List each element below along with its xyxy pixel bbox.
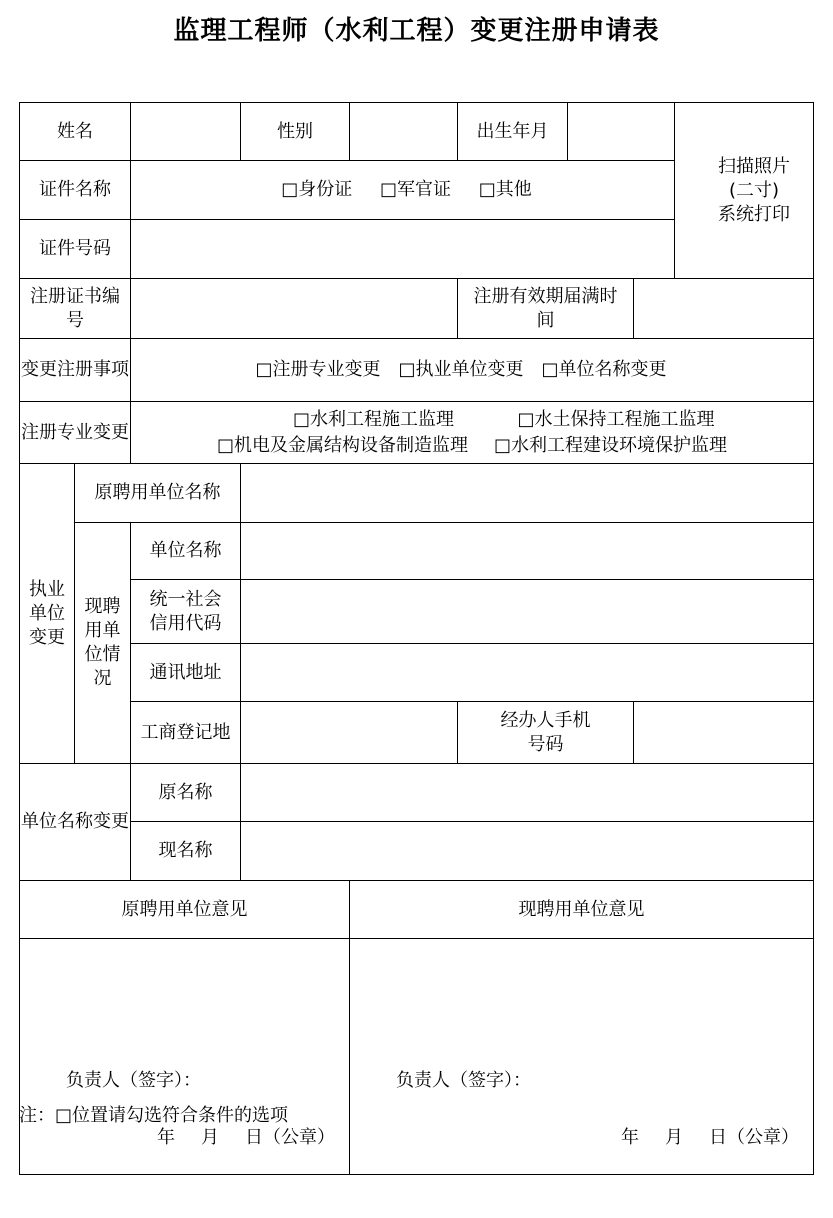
option-electromechanical[interactable]: □机电及金属结构设备制造监理 bbox=[216, 434, 468, 456]
orig-date-line bbox=[131, 1126, 335, 1150]
new-date-month: 月 bbox=[665, 1127, 683, 1148]
field-handler-phone[interactable] bbox=[634, 702, 814, 764]
field-name[interactable] bbox=[131, 103, 241, 161]
label-address: 通讯地址 bbox=[131, 644, 241, 702]
label-gender: 性别 bbox=[241, 103, 350, 161]
option-soil-water-conservation[interactable]: □水土保持工程施工监理 bbox=[517, 408, 715, 430]
label-birth: 出生年月 bbox=[458, 103, 568, 161]
option-hydraulic-construction[interactable]: □水利工程施工监理 bbox=[292, 408, 454, 430]
label-unit-rename: 单位名称变更 bbox=[20, 764, 131, 881]
field-unit-name[interactable] bbox=[241, 523, 814, 580]
new-opinion-box[interactable] bbox=[350, 939, 814, 1175]
field-address[interactable] bbox=[241, 644, 814, 702]
option-employer-change[interactable]: □执业单位变更 bbox=[398, 359, 524, 380]
option-major-change[interactable]: □注册专业变更 bbox=[255, 359, 381, 380]
change-item-options bbox=[131, 339, 814, 402]
label-new-employer: 现聘用单位情况 bbox=[75, 523, 131, 764]
new-signer-label: 负责人（签字）： bbox=[396, 1070, 531, 1091]
label-name: 姓名 bbox=[20, 103, 131, 161]
field-reg-place[interactable] bbox=[241, 702, 458, 764]
option-military-id[interactable]: □军官证 bbox=[379, 179, 451, 200]
new-date-line bbox=[595, 1126, 799, 1150]
label-change-items: 变更注册事项 bbox=[20, 339, 131, 402]
field-new-name[interactable] bbox=[241, 822, 814, 881]
new-date-year: 年 bbox=[621, 1127, 639, 1148]
label-credit-code: 统一社会信用代码 bbox=[131, 580, 241, 644]
field-gender[interactable] bbox=[350, 103, 458, 161]
label-id-type: 证件名称 bbox=[20, 161, 131, 220]
field-birth[interactable] bbox=[568, 103, 675, 161]
label-unit-name: 单位名称 bbox=[131, 523, 241, 580]
field-valid-until[interactable] bbox=[634, 279, 814, 339]
label-new-name: 现名称 bbox=[131, 822, 241, 881]
label-employer-change: 执业单位变更 bbox=[20, 464, 75, 764]
label-orig-opinion: 原聘用单位意见 bbox=[20, 881, 350, 939]
option-unit-rename[interactable]: □单位名称变更 bbox=[541, 359, 667, 380]
orig-date-year: 年 bbox=[157, 1127, 175, 1148]
label-new-opinion: 现聘用单位意见 bbox=[350, 881, 814, 939]
label-valid-until: 注册有效期届满时间 bbox=[458, 279, 634, 339]
orig-date-month: 月 bbox=[201, 1127, 219, 1148]
label-id-number: 证件号码 bbox=[20, 220, 131, 279]
label-cert-no: 注册证书编号 bbox=[20, 279, 131, 339]
field-credit-code[interactable] bbox=[241, 580, 814, 644]
option-other-id[interactable]: □其他 bbox=[478, 179, 532, 200]
label-orig-employer: 原聘用单位名称 bbox=[75, 464, 241, 523]
field-orig-employer[interactable] bbox=[241, 464, 814, 523]
field-id-number[interactable] bbox=[131, 220, 675, 279]
label-handler-phone: 经办人手机号码 bbox=[458, 702, 634, 764]
application-form bbox=[19, 102, 814, 1175]
field-cert-no[interactable] bbox=[131, 279, 458, 339]
label-reg-place: 工商登记地 bbox=[131, 702, 241, 764]
option-id-card[interactable]: □身份证 bbox=[281, 179, 353, 200]
new-date-day: 日（公章） bbox=[709, 1127, 799, 1148]
label-major-change: 注册专业变更 bbox=[20, 402, 131, 464]
photo-placeholder: 扫描照片 (二寸) 系统打印 bbox=[675, 103, 814, 279]
option-environmental[interactable]: □水利工程建设环境保护监理 bbox=[494, 434, 728, 456]
id-type-options bbox=[131, 161, 675, 220]
form-title: 监理工程师（水利工程）变更注册申请表 bbox=[173, 16, 660, 46]
field-old-name[interactable] bbox=[241, 764, 814, 822]
label-old-name: 原名称 bbox=[131, 764, 241, 822]
orig-signer-label: 负责人（签字）： bbox=[66, 1070, 201, 1091]
orig-date-day: 日（公章） bbox=[245, 1127, 335, 1148]
major-options bbox=[131, 402, 814, 464]
orig-opinion-box[interactable] bbox=[20, 939, 350, 1175]
footnote: 注：□位置请勾选符合条件的选项 bbox=[19, 1105, 289, 1126]
